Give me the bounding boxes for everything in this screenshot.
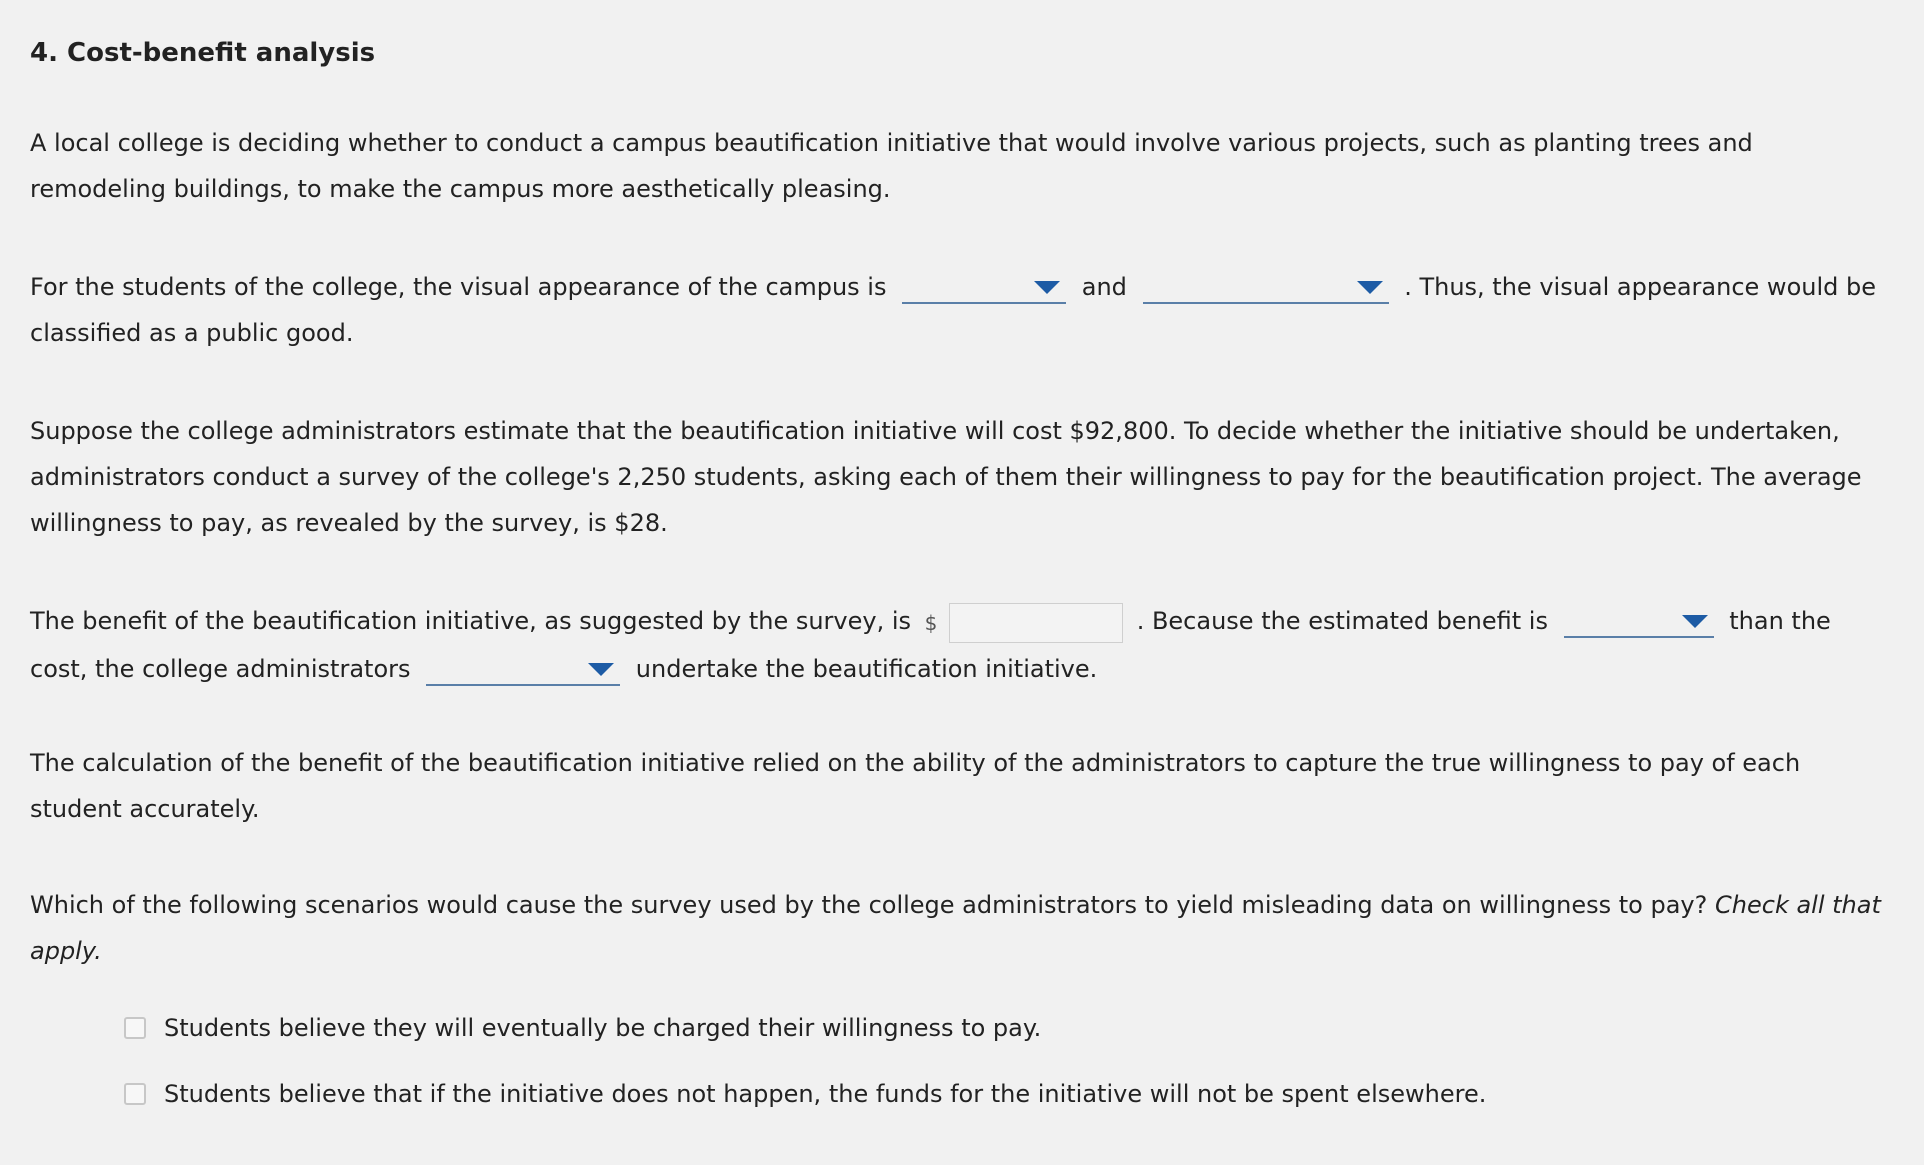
triangle-down-icon	[1682, 615, 1708, 628]
decision-dropdown[interactable]	[426, 654, 620, 686]
option-1-checkbox[interactable]	[124, 1017, 146, 1039]
option-1-label: Students believe they will eventually be charged their willingness to pay.	[164, 1014, 1042, 1042]
triangle-down-icon	[1034, 281, 1060, 294]
option-row-2[interactable]	[124, 1080, 1486, 1108]
cost-paragraph: Suppose the college administrators estimate that the beautification initiative will cost $92,800. To decide whether the initiative should be undertaken, administrators conduct a survey of the college's 2,250 students, asking each of them their willingness to pay for the beautification project. The average willingness to pay, as revealed by the survey, is $28.	[30, 417, 1862, 537]
question-title: 4. Cost-benefit analysis	[30, 38, 376, 68]
benefit-text-d: undertake the beautification initiative.	[635, 654, 1098, 683]
public-good-text-b: . Thus, the visual appearance would be classified as a public good.	[30, 273, 1876, 347]
currency-symbol: $	[924, 610, 938, 635]
scenario-prompt-text: Which of the following scenarios would cause the survey used by the college administrators to yield misleading data on willingness to pay?	[30, 891, 1708, 919]
option-row-1[interactable]	[124, 1014, 1041, 1042]
option-2-label: Students believe that if the initiative does not happen, the funds for the initiative will not be spent elsewhere.	[164, 1080, 1487, 1108]
benefit-text-a: The benefit of the beautification initiative, as suggested by the survey, is	[30, 607, 912, 635]
option-2-checkbox[interactable]	[124, 1083, 146, 1105]
public-good-text-and: and	[1081, 273, 1127, 301]
scenario-note: Check all that apply.	[30, 891, 1881, 965]
calculation-paragraph: The calculation of the benefit of the beautification initiative relied on the ability of the administrators to capture the true willingness to pay of each student accurately.	[30, 749, 1801, 823]
public-good-paragraph	[30, 264, 1890, 356]
benefit-paragraph	[30, 598, 1890, 692]
benefit-text-c: than the cost, the college administrators	[30, 607, 1831, 683]
intro-paragraph: A local college is deciding whether to conduct a campus beautification initiative that would involve various projects, such as planting trees and remodeling buildings, to make the campus more aesthetically pleasing.	[30, 129, 1753, 203]
benefit-input-group	[925, 599, 1123, 646]
benefit-text-b: . Because the estimated benefit is	[1136, 607, 1548, 635]
excludability-dropdown[interactable]	[1143, 272, 1389, 304]
scenario-prompt	[30, 882, 1890, 974]
public-good-text-a: For the students of the college, the visual appearance of the campus is	[30, 273, 887, 301]
rivalry-dropdown[interactable]	[902, 272, 1066, 304]
benefit-amount-input[interactable]	[949, 603, 1123, 643]
triangle-down-icon	[588, 663, 614, 676]
triangle-down-icon	[1357, 281, 1383, 294]
comparison-dropdown[interactable]	[1564, 606, 1714, 638]
